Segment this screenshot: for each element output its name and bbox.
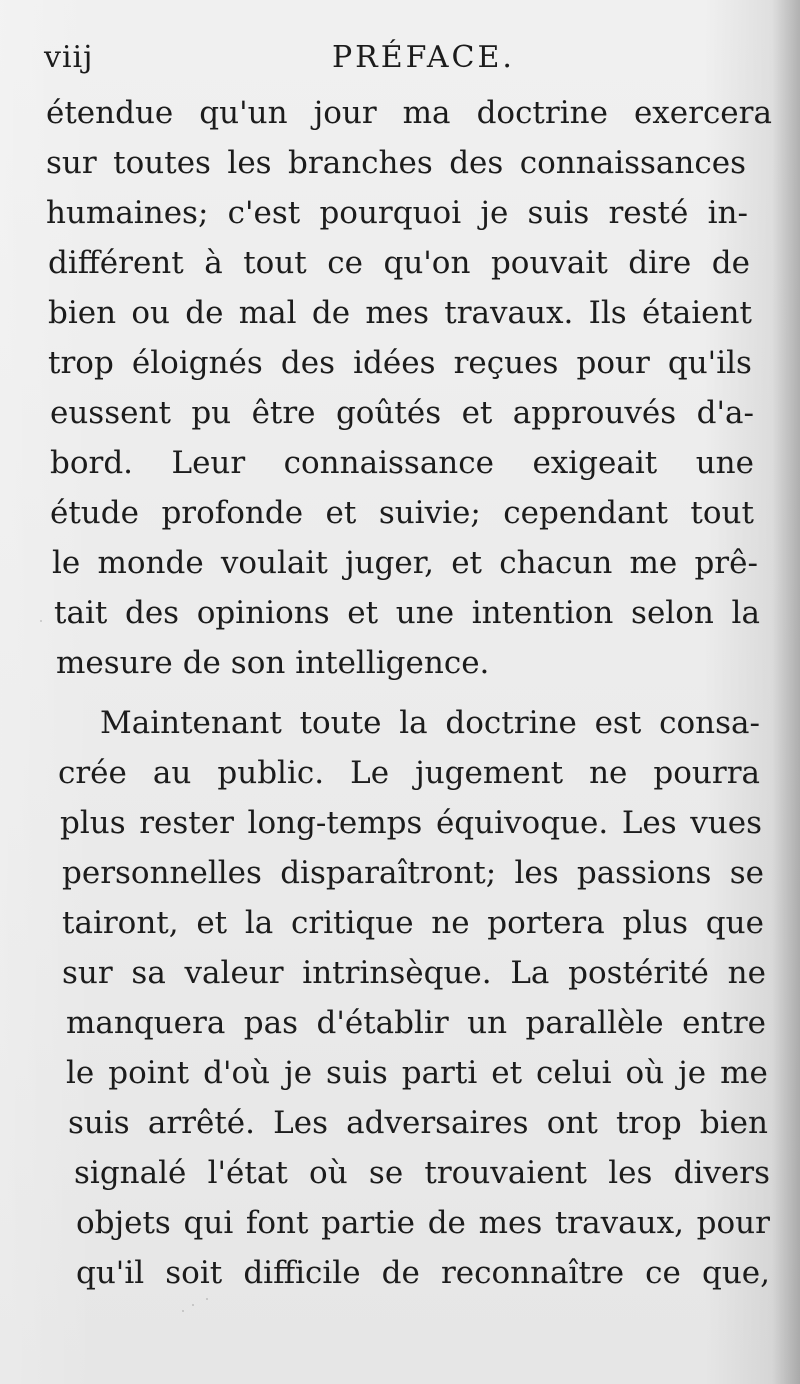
word: reconnaître: [440, 1255, 625, 1291]
word: intelligence.: [295, 645, 490, 681]
word: bien: [699, 1105, 768, 1141]
word: plus: [622, 905, 689, 941]
word: de: [381, 1255, 420, 1291]
word: suis: [326, 1055, 388, 1091]
word: étude: [50, 495, 139, 531]
word: travaux,: [554, 1205, 684, 1241]
word: celui: [536, 1055, 612, 1091]
word: entre: [682, 1005, 766, 1041]
text-line: [62, 905, 764, 941]
word: reçues: [453, 345, 559, 381]
word: Le: [350, 755, 390, 791]
running-title: PRÉFACE.: [332, 40, 515, 75]
word: suivie;: [378, 495, 481, 531]
word: qu'on: [383, 245, 471, 281]
word: ne: [589, 755, 628, 791]
word: intention: [471, 595, 614, 631]
word: intrinsèque.: [302, 955, 492, 991]
paper-speck: [182, 1310, 184, 1312]
word: humaines;: [46, 195, 209, 231]
word: pourquoi: [319, 195, 462, 231]
word: pour: [696, 1205, 770, 1241]
word: la: [399, 705, 428, 741]
word: ne: [431, 905, 470, 941]
page-edge-shadow: [772, 0, 800, 1384]
word: un: [467, 1005, 508, 1041]
text-line: [56, 645, 556, 681]
word: exigeait: [532, 445, 658, 481]
word: se: [368, 1155, 404, 1191]
paper-speck: [192, 1304, 194, 1306]
word: des: [449, 145, 504, 181]
word: mal: [238, 295, 297, 331]
word: me: [629, 545, 678, 581]
word: soit: [165, 1255, 223, 1291]
word: que: [705, 905, 764, 941]
word: pour: [576, 345, 650, 381]
word: rester: [139, 805, 234, 841]
word: doctrine: [445, 705, 577, 741]
word: où: [625, 1055, 665, 1091]
word: son: [230, 645, 286, 681]
text-line: [100, 705, 760, 741]
word: qu'un: [199, 95, 288, 131]
text-line: [60, 805, 762, 841]
text-line: [46, 195, 748, 231]
word: connaissance: [283, 445, 494, 481]
word: disparaîtront;: [280, 855, 497, 891]
word: la: [731, 595, 760, 631]
word: tout: [690, 495, 754, 531]
word: être: [251, 395, 316, 431]
word: tout: [243, 245, 307, 281]
word: exercera: [633, 95, 772, 131]
word: différent: [48, 245, 184, 281]
text-line: [50, 445, 754, 481]
word: long-temps: [247, 805, 423, 841]
word: personnelles: [62, 855, 262, 891]
word: vues: [690, 805, 762, 841]
text-line: [74, 1155, 770, 1191]
word: l'état: [207, 1155, 288, 1191]
word: difficile: [243, 1255, 361, 1291]
word: trouvaient: [424, 1155, 587, 1191]
word: parti: [401, 1055, 478, 1091]
paper-speck: [206, 1298, 208, 1300]
word: mes: [478, 1205, 543, 1241]
word: dire: [628, 245, 692, 281]
word: étaient: [641, 295, 752, 331]
word: Maintenant: [100, 705, 282, 741]
word: consa-: [659, 705, 760, 741]
word: portera: [487, 905, 605, 941]
text-line: [52, 545, 758, 581]
word: valeur: [184, 955, 284, 991]
word: prê-: [694, 545, 758, 581]
word: plus: [60, 805, 126, 841]
word: le: [52, 545, 81, 581]
text-line: [76, 1255, 770, 1291]
word: qui: [183, 1205, 234, 1241]
word: eussent: [50, 395, 171, 431]
word: ma: [402, 95, 451, 131]
word: équivoque.: [435, 805, 609, 841]
word: d'a-: [696, 395, 754, 431]
word: public.: [217, 755, 325, 791]
page-header: [44, 40, 774, 84]
word: in-: [707, 195, 748, 231]
word: que,: [701, 1255, 770, 1291]
word: doctrine: [476, 95, 608, 131]
word: je: [284, 1055, 313, 1091]
word: de: [711, 245, 750, 281]
text-line: [46, 145, 746, 181]
word: toutes: [113, 145, 211, 181]
text-line: [66, 1005, 766, 1041]
word: pu: [191, 395, 232, 431]
word: d'où: [203, 1055, 271, 1091]
word: qu'ils: [667, 345, 752, 381]
word: Les: [273, 1105, 328, 1141]
word: tait: [54, 595, 108, 631]
word: de: [311, 295, 351, 331]
word: et: [196, 905, 228, 941]
word: et: [347, 595, 379, 631]
word: la: [244, 905, 274, 941]
text-line: [48, 245, 750, 281]
word: trop: [615, 1105, 682, 1141]
word: idées: [353, 345, 436, 381]
word: de: [182, 645, 221, 681]
word: me: [720, 1055, 768, 1091]
word: une: [395, 595, 455, 631]
text-line: [68, 1105, 768, 1141]
word: parallèle: [525, 1005, 664, 1041]
word: travaux.: [444, 295, 574, 331]
word: cependant: [503, 495, 668, 531]
word: toute: [299, 705, 382, 741]
word: ne: [727, 955, 766, 991]
word: adversaires: [346, 1105, 529, 1141]
word: je: [678, 1055, 707, 1091]
word: branches: [288, 145, 433, 181]
word: au: [152, 755, 192, 791]
word: éloignés: [131, 345, 263, 381]
word: ont: [546, 1105, 598, 1141]
word: juger,: [344, 545, 435, 581]
word: de: [185, 295, 224, 331]
word: d'établir: [316, 1005, 449, 1041]
word: connaissances: [519, 145, 746, 181]
word: où: [309, 1155, 348, 1191]
word: objets: [76, 1205, 171, 1241]
word: trop: [48, 345, 114, 381]
word: des: [124, 595, 180, 631]
text-line: [62, 955, 766, 991]
word: partie: [321, 1205, 416, 1241]
word: manquera: [66, 1005, 226, 1041]
word: se: [729, 855, 764, 891]
word: signalé: [74, 1155, 187, 1191]
word: pouvait: [490, 245, 608, 281]
word: La: [510, 955, 550, 991]
word: une: [695, 445, 754, 481]
word: resté: [608, 195, 689, 231]
word: sur: [62, 955, 113, 991]
word: et: [461, 395, 493, 431]
page-number: viij: [44, 40, 94, 75]
word: chacun: [499, 545, 613, 581]
word: c'est: [227, 195, 301, 231]
word: sur: [46, 145, 97, 181]
text-line: [76, 1205, 770, 1241]
word: bien: [48, 295, 117, 331]
text-line: [48, 295, 752, 331]
text-line: [50, 495, 754, 531]
text-line: [66, 1055, 768, 1091]
word: approuvés: [512, 395, 677, 431]
word: mes: [365, 295, 429, 331]
word: selon: [631, 595, 714, 631]
word: crée: [58, 755, 127, 791]
word: pas: [243, 1005, 299, 1041]
word: jugement: [415, 755, 564, 791]
word: point: [108, 1055, 190, 1091]
word: mesure: [56, 645, 173, 681]
word: Les: [621, 805, 677, 841]
text-line: [54, 595, 760, 631]
word: à: [204, 245, 223, 281]
word: et: [451, 545, 483, 581]
text-line: [50, 395, 754, 431]
word: opinions: [196, 595, 330, 631]
word: de: [427, 1205, 466, 1241]
word: bord.: [50, 445, 134, 481]
word: des: [280, 345, 336, 381]
word: Ils: [588, 295, 627, 331]
word: passions: [576, 855, 712, 891]
word: est: [594, 705, 642, 741]
word: qu'il: [76, 1255, 145, 1291]
word: Leur: [171, 445, 246, 481]
word: monde: [97, 545, 204, 581]
word: postérité: [568, 955, 709, 991]
word: étendue: [46, 95, 174, 131]
word: ce: [645, 1255, 681, 1291]
text-line: [48, 345, 752, 381]
text-line: [62, 855, 764, 891]
word: profonde: [161, 495, 304, 531]
text-line: [46, 95, 772, 131]
word: font: [245, 1205, 309, 1241]
word: sa: [131, 955, 166, 991]
word: suis: [68, 1105, 130, 1141]
word: je: [480, 195, 509, 231]
word: arrêté.: [147, 1105, 255, 1141]
text-line: [58, 755, 760, 791]
word: voulait: [220, 545, 328, 581]
word: le: [66, 1055, 95, 1091]
word: tairont,: [62, 905, 179, 941]
word: critique: [290, 905, 414, 941]
word: les: [227, 145, 272, 181]
paper-speck: [40, 620, 42, 622]
word: et: [491, 1055, 523, 1091]
word: et: [325, 495, 357, 531]
word: les: [514, 855, 559, 891]
word: pourra: [653, 755, 760, 791]
word: divers: [673, 1155, 770, 1191]
word: suis: [527, 195, 590, 231]
word: ce: [327, 245, 363, 281]
word: les: [608, 1155, 653, 1191]
word: ou: [131, 295, 170, 331]
word: jour: [313, 95, 377, 131]
word: goûtés: [335, 395, 442, 431]
